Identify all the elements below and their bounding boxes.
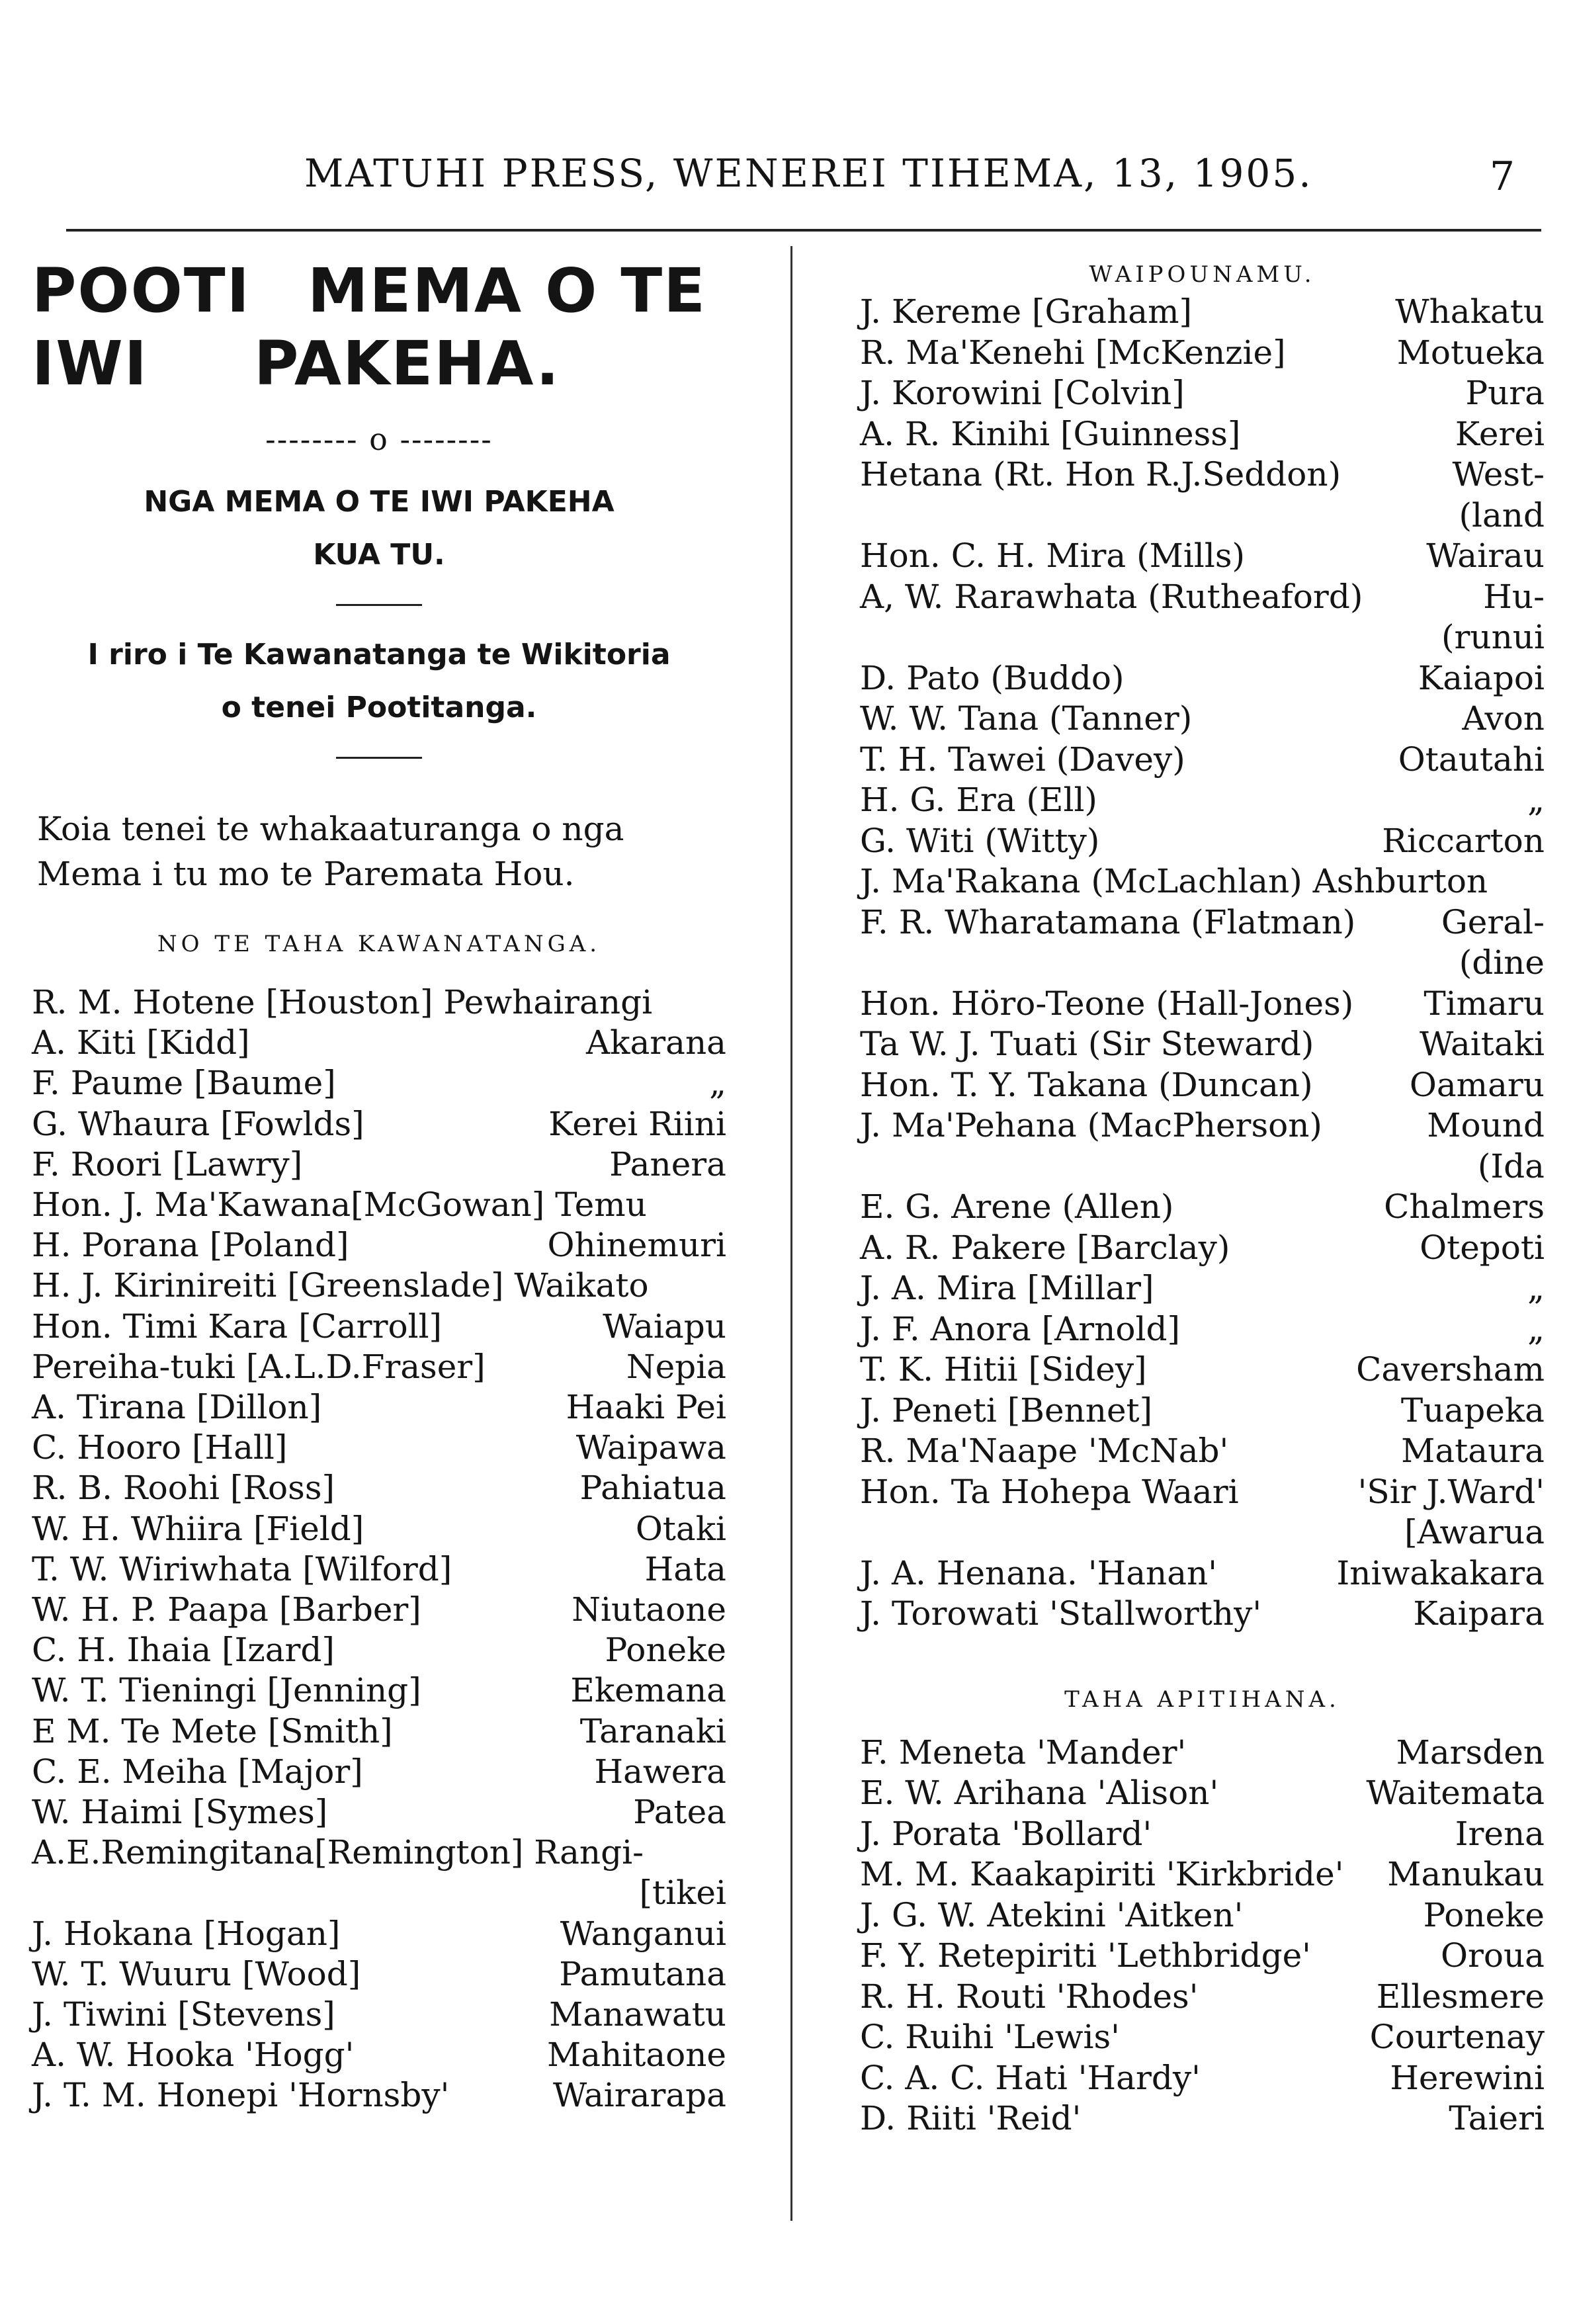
member-name: A.E.Remingitana[Remington] Rangi- <box>32 1833 644 1872</box>
section-label-opposition: TAHA APITIHANA. <box>1064 1686 1340 1713</box>
member-entry <box>32 1104 726 1144</box>
member-name: F. R. Wharatamana (Flatman) <box>860 902 1356 941</box>
member-name: F. Meneta 'Mander' <box>860 1733 1187 1772</box>
electorate: Niutaone <box>572 1590 726 1629</box>
member-name: T. W. Wiriwhata [Wilford] <box>32 1549 452 1588</box>
section-label-waipounamu: WAIPOUNAMU. <box>1089 261 1316 288</box>
member-name: H. Porana [Poland] <box>32 1226 349 1265</box>
electorate: Kerei Riini <box>548 1104 726 1143</box>
electorate: Waipawa <box>575 1428 726 1467</box>
ornament-divider: -------- o -------- <box>265 421 493 457</box>
member-name: Hon. Höro-Teone (Hall-Jones) <box>860 984 1354 1023</box>
electorate: Akarana <box>586 1023 726 1062</box>
member-name: C. Hooro [Hall] <box>32 1428 288 1467</box>
electorate: Pura <box>1465 374 1545 412</box>
member-entry <box>860 2058 1545 2099</box>
member-entry <box>32 1307 726 1347</box>
member-name: R. Ma'Kenehi [McKenzie] <box>860 333 1286 372</box>
member-entry <box>860 1553 1545 1594</box>
member-name: E. W. Arihana 'Alison' <box>860 1774 1219 1812</box>
member-name: J. Ma'Pehana (MacPherson) <box>860 1106 1322 1144</box>
member-entry <box>860 1268 1545 1309</box>
electorate: Wairau <box>1426 537 1545 575</box>
member-entry <box>860 1773 1545 1814</box>
electorate: Kaiapoi <box>1418 658 1545 697</box>
electorate: Kerei <box>1455 414 1545 453</box>
member-entry <box>860 1146 1545 1187</box>
member-entry <box>860 1814 1545 1855</box>
member-name: H. G. Era (Ell) <box>860 781 1097 819</box>
member-entry <box>860 902 1545 943</box>
member-name: Pereiha-tuki [A.L.D.Fraser] <box>32 1347 486 1386</box>
electorate: Marsden <box>1396 1733 1545 1772</box>
electorate: Tuapeka <box>1400 1391 1545 1430</box>
member-name: Hon. C. H. Mira (Mills) <box>860 537 1245 575</box>
member-entry <box>32 1387 726 1428</box>
title-word: PAKEHA. <box>253 328 561 399</box>
member-name: F. Paume [Baume] <box>32 1064 336 1103</box>
member-entry <box>32 1225 726 1266</box>
electorate: Panera <box>609 1144 726 1184</box>
electorate: Ellesmere <box>1376 1977 1545 2016</box>
running-header: MATUHI PRESS, WENEREI TIHEMA, 13, 1905. <box>304 151 1313 196</box>
electorate: (runui <box>1441 618 1545 656</box>
electorate: „ <box>709 1064 726 1103</box>
electorate: Mataura <box>1401 1432 1545 1470</box>
electorate: West- <box>1452 455 1545 494</box>
electorate: Otaki <box>635 1509 726 1548</box>
member-name: A. Tirana [Dillon] <box>32 1388 322 1427</box>
member-entry <box>32 1347 726 1387</box>
electorate: Manawatu <box>549 1995 726 2034</box>
electorate: Patea <box>633 1793 726 1832</box>
member-name: J. Porata 'Bollard' <box>860 1814 1152 1853</box>
member-entry <box>860 1895 1545 1936</box>
electorate: Herewini <box>1390 2058 1545 2097</box>
member-name: H. J. Kirinireiti [Greenslade] Waikato <box>32 1266 649 1305</box>
electorate: Whakatu <box>1395 292 1545 331</box>
member-entry <box>32 1954 726 1995</box>
member-entry <box>860 2098 1545 2139</box>
member-entry <box>860 536 1545 577</box>
electorate: Waiapu <box>603 1307 726 1346</box>
electorate: Poneke <box>605 1631 726 1670</box>
electorate: Otautahi <box>1398 740 1545 779</box>
member-name: Hetana (Rt. Hon R.J.Seddon) <box>860 455 1341 494</box>
electorate: 'Sir J.Ward' <box>1357 1472 1545 1511</box>
section-label-government: NO TE TAHA KAWANATANGA. <box>157 931 601 957</box>
member-name: J. Kereme [Graham] <box>860 292 1193 331</box>
member-name: W. T. Tieningi [Jenning] <box>32 1671 421 1710</box>
member-entry <box>860 943 1545 984</box>
electorate: [tikei <box>639 1873 726 1913</box>
electorate: Caversham <box>1356 1350 1545 1389</box>
member-name: Hon. Timi Kara [Carroll] <box>32 1307 443 1346</box>
member-name: R. Ma'Naape 'McNab' <box>860 1432 1229 1470</box>
lead-line: o tenei Pootitanga. <box>221 691 537 724</box>
member-name: J. G. W. Atekini 'Aitken' <box>860 1895 1244 1934</box>
member-entry <box>32 982 726 1023</box>
member-name: G. Witi (Witty) <box>860 821 1100 860</box>
member-entry <box>860 740 1545 781</box>
member-name: J. Hokana [Hogan] <box>32 1914 341 1953</box>
member-name: J. F. Anora [Arnold] <box>860 1309 1180 1348</box>
member-entry <box>860 414 1545 455</box>
member-name: J. Peneti [Bennet] <box>860 1391 1153 1430</box>
member-entry <box>32 1468 726 1508</box>
electorate: Courtenay <box>1369 2018 1545 2056</box>
member-name: W. H. Whiira [Field] <box>32 1509 364 1548</box>
member-name: W. H. P. Paapa [Barber] <box>32 1590 421 1629</box>
intro-line: Koia tenei te whakaaturanga o nga <box>37 810 624 848</box>
title-word: MEMA O TE <box>307 255 706 326</box>
member-list-waipounamu <box>860 292 1545 1635</box>
member-entry <box>860 1391 1545 1432</box>
electorate: (Ida <box>1477 1146 1545 1185</box>
member-name: J. Korowini [Colvin] <box>860 374 1185 412</box>
electorate: Pamutana <box>559 1954 726 1993</box>
electorate: Ekemana <box>570 1671 726 1710</box>
member-entry <box>860 1065 1545 1106</box>
member-name: C. A. C. Hati 'Hardy' <box>860 2058 1201 2097</box>
member-name: R. B. Roohi [Ross] <box>32 1469 335 1508</box>
electorate: Timaru <box>1424 984 1545 1023</box>
electorate: „ <box>1527 1269 1545 1307</box>
member-name: R. M. Hotene [Houston] Pewhairangi <box>32 983 653 1021</box>
electorate: Avon <box>1462 699 1545 738</box>
member-entry <box>860 1187 1545 1228</box>
member-entry <box>860 1512 1545 1553</box>
member-entry <box>32 1711 726 1752</box>
electorate: Poneke <box>1423 1895 1545 1934</box>
member-entry <box>32 1914 726 1954</box>
electorate: Waitaki <box>1419 1025 1545 1063</box>
member-entry <box>860 699 1545 740</box>
intro-paragraph <box>32 806 726 896</box>
member-name: M. M. Kaakapiriti 'Kirkbride' <box>860 1855 1344 1893</box>
member-name: E. G. Arene (Allen) <box>860 1187 1174 1226</box>
member-entry <box>32 1549 726 1590</box>
electorate: Wanganui <box>560 1914 726 1953</box>
member-name: Hon. Ta Hohepa Waari <box>860 1472 1239 1511</box>
member-name: T. K. Hitii [Sidey] <box>860 1350 1147 1389</box>
member-entry <box>860 1350 1545 1391</box>
short-rule <box>336 604 422 606</box>
member-entry <box>32 1509 726 1549</box>
member-name: W. T. Wuuru [Wood] <box>32 1954 361 1993</box>
member-entry <box>32 1590 726 1630</box>
member-name: J. Ma'Rakana (McLachlan) Ashburton <box>860 862 1488 900</box>
electorate: Wairarapa <box>552 2076 726 2115</box>
member-name: W. Haimi [Symes] <box>32 1793 328 1832</box>
member-name: D. Riiti 'Reid' <box>860 2099 1082 2137</box>
member-entry <box>32 1266 726 1306</box>
electorate: Riccarton <box>1382 821 1545 860</box>
member-name: J. A. Mira [Millar] <box>860 1269 1154 1307</box>
member-name: A, W. Rarawhata (Rutheaford) <box>860 577 1363 616</box>
member-entry <box>860 861 1545 902</box>
member-name: A. R. Kinihi [Guinness] <box>860 414 1241 453</box>
electorate: (land <box>1459 495 1545 535</box>
member-name: Hon. T. Y. Takana (Duncan) <box>860 1065 1313 1104</box>
header-rule <box>66 229 1541 232</box>
member-entry <box>860 1472 1545 1513</box>
member-entry <box>860 292 1545 333</box>
electorate: Mound <box>1427 1106 1545 1144</box>
member-entry <box>860 333 1545 374</box>
member-entry <box>860 495 1545 537</box>
member-name: J. T. M. Honepi 'Hornsby' <box>32 2076 450 2115</box>
member-entry <box>860 1733 1545 1774</box>
member-name: D. Pato (Buddo) <box>860 658 1125 697</box>
member-name: C. Ruihi 'Lewis' <box>860 2018 1120 2056</box>
member-entry <box>860 373 1545 414</box>
member-name: A. Kiti [Kidd] <box>32 1023 250 1062</box>
electorate: Waitemata <box>1366 1774 1545 1812</box>
member-entry <box>32 1670 726 1711</box>
electorate: Irena <box>1455 1814 1545 1853</box>
electorate: „ <box>1527 1309 1545 1348</box>
member-list-opposition <box>860 1733 1545 2139</box>
member-name: R. H. Routi 'Rhodes' <box>860 1977 1199 2016</box>
member-entry <box>860 658 1545 699</box>
member-entry <box>32 1752 726 1792</box>
article-subtitle <box>32 476 726 581</box>
electorate: Nepia <box>626 1347 726 1386</box>
member-entry <box>32 1630 726 1670</box>
electorate: Mahitaone <box>547 2036 726 2075</box>
electorate: Iniwakakara <box>1336 1553 1545 1592</box>
member-entry <box>860 1228 1545 1269</box>
member-name: C. H. Ihaia [Izard] <box>32 1631 335 1670</box>
member-entry <box>860 1431 1545 1472</box>
member-name: A. W. Hooka 'Hogg' <box>32 2036 355 2075</box>
electorate: Geral- <box>1441 902 1545 941</box>
member-entry <box>860 821 1545 862</box>
member-entry <box>32 1873 726 1913</box>
member-name: Hon. J. Ma'Kawana[McGowan] Temu <box>32 1185 647 1225</box>
electorate: Haaki Pei <box>566 1388 726 1427</box>
electorate: Otepoti <box>1420 1228 1545 1267</box>
member-name: G. Whaura [Fowlds] <box>32 1104 364 1143</box>
member-name: F. Y. Retepiriti 'Lethbridge' <box>860 1936 1311 1975</box>
subtitle-line: KUA TU. <box>313 538 445 572</box>
electorate: Motueka <box>1396 333 1545 372</box>
electorate: „ <box>1527 781 1545 819</box>
member-name: A. R. Pakere [Barclay) <box>860 1228 1230 1267</box>
column-divider <box>790 246 792 2221</box>
page-number: 7 <box>1489 153 1515 200</box>
member-name: E M. Te Mete [Smith] <box>32 1711 393 1750</box>
member-entry <box>860 577 1545 618</box>
member-entry <box>860 1105 1545 1146</box>
title-word: IWI <box>32 328 148 399</box>
member-name: J. A. Henana. 'Hanan' <box>860 1553 1217 1592</box>
lead-line: I riro i Te Kawanatanga te Wikitoria <box>87 638 671 671</box>
electorate: Ohinemuri <box>547 1226 726 1265</box>
member-entry <box>860 984 1545 1025</box>
subtitle-line: NGA MEMA O TE IWI PAKEHA <box>144 485 615 519</box>
member-entry <box>32 1144 726 1185</box>
electorate: Oamaru <box>1409 1065 1545 1104</box>
member-name: W. W. Tana (Tanner) <box>860 699 1193 738</box>
member-entry <box>860 1977 1545 2018</box>
member-name: Ta W. J. Tuati (Sir Steward) <box>860 1025 1314 1063</box>
member-entry <box>32 1428 726 1468</box>
member-name: F. Roori [Lawry] <box>32 1144 303 1184</box>
page-header <box>40 151 1541 224</box>
title-word: POOTI <box>32 255 251 326</box>
electorate: Taieri <box>1449 2099 1545 2137</box>
member-name: J. Tiwini [Stevens] <box>32 1995 335 2034</box>
short-rule <box>336 757 422 759</box>
member-entry <box>860 1594 1545 1635</box>
member-entry <box>860 2017 1545 2058</box>
member-entry <box>860 1854 1545 1895</box>
electorate: Hata <box>644 1549 726 1588</box>
electorate: Kaipara <box>1413 1594 1545 1633</box>
member-list-government <box>32 982 726 2116</box>
electorate: (dine <box>1459 943 1545 982</box>
electorate: Hawera <box>594 1752 726 1791</box>
electorate: Taranaki <box>579 1711 726 1750</box>
member-entry <box>860 1024 1545 1065</box>
article-lead <box>32 628 726 734</box>
member-entry <box>32 1185 726 1225</box>
intro-line: Mema i tu mo te Paremata Hou. <box>37 855 575 893</box>
member-entry <box>860 780 1545 821</box>
member-entry <box>32 1792 726 1832</box>
electorate: Hu- <box>1483 577 1545 616</box>
member-entry <box>32 1023 726 1063</box>
member-entry <box>860 1309 1545 1350</box>
member-entry <box>860 454 1545 495</box>
electorate: Pahiatua <box>579 1469 726 1508</box>
member-name: C. E. Meiha [Major] <box>32 1752 363 1791</box>
member-entry <box>32 1063 726 1103</box>
member-entry <box>32 2035 726 2075</box>
member-entry <box>860 617 1545 658</box>
electorate: [Awarua <box>1404 1513 1545 1551</box>
member-entry <box>32 1995 726 2035</box>
electorate: Chalmers <box>1384 1187 1545 1226</box>
member-entry <box>32 1832 726 1873</box>
right-column <box>860 255 1545 2139</box>
member-entry <box>32 2075 726 2116</box>
electorate: Oroua <box>1440 1936 1545 1975</box>
left-column <box>32 255 726 2116</box>
member-name: J. Torowati 'Stallworthy' <box>860 1594 1262 1633</box>
article-title <box>32 255 726 400</box>
member-name: T. H. Tawei (Davey) <box>860 740 1185 779</box>
member-entry <box>860 1936 1545 1977</box>
electorate: Manukau <box>1387 1855 1545 1893</box>
